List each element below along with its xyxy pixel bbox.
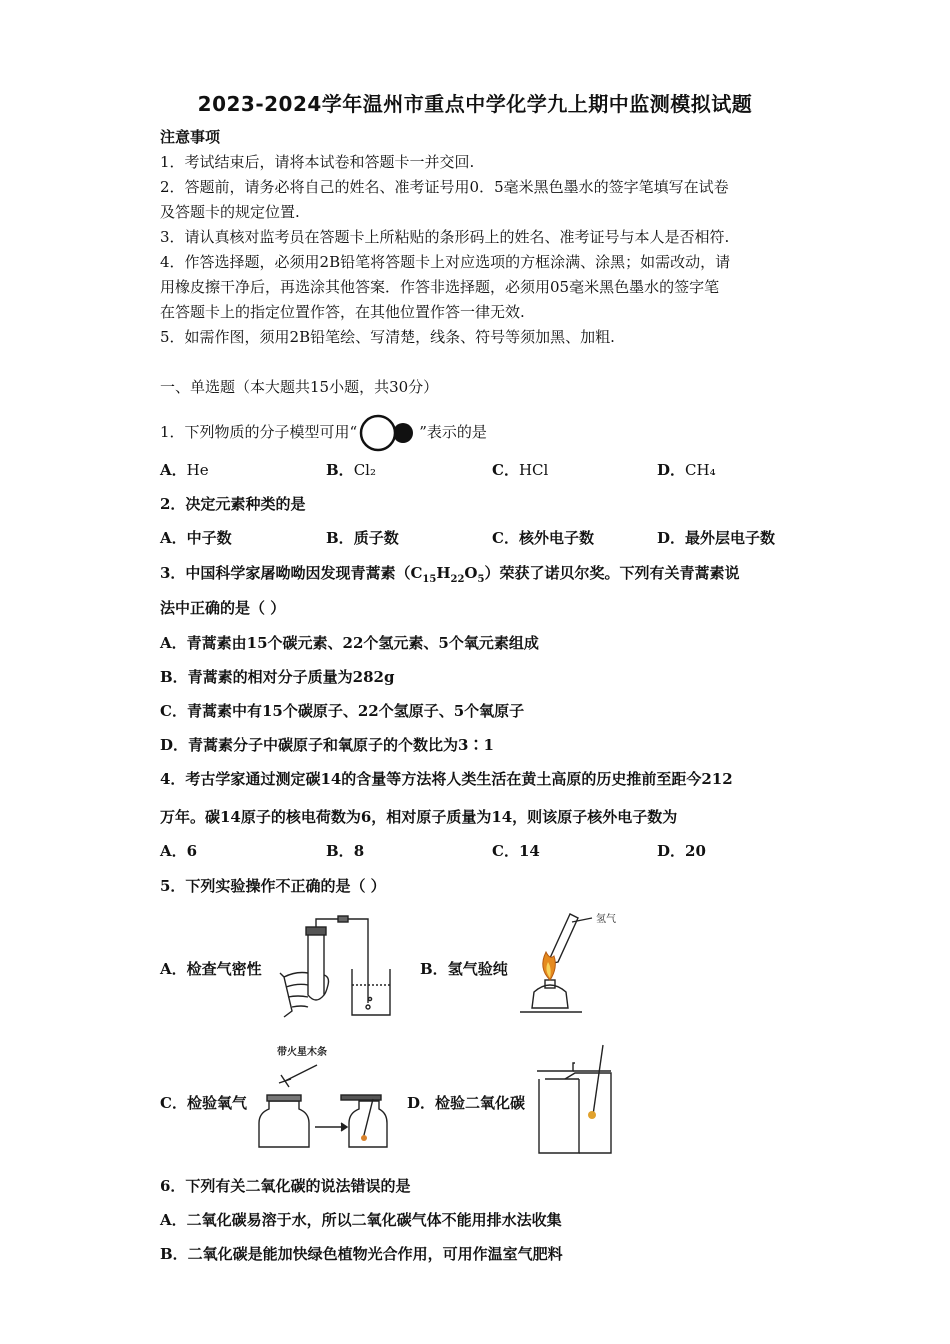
q3-option-d[interactable]: D．青蒿素分子中碳原子和氧原子的个数比为3∶1 — [160, 736, 494, 754]
fig-c-label: 带火星木条 — [277, 1047, 327, 1058]
q3-option-c[interactable]: C．青蒿素中有15个碳原子、22个氢原子、5个氧原子 — [160, 702, 525, 720]
notice-item: 3．请认真核对监考员在答题卡上所粘贴的条形码上的姓名、准考证号与本人是否相符. — [160, 228, 730, 246]
q1-option-c[interactable]: C．HCl — [492, 461, 549, 479]
notice-item: 5．如需作图，须用2B铅笔绘、写清楚，线条、符号等须加黑、加粗. — [160, 328, 615, 346]
notice-item: 用橡皮擦干净后，再选涂其他答案．作答非选择题，必须用05毫米黑色墨水的签字笔 — [160, 278, 720, 296]
q3-stem-line2: 法中正确的是（ ） — [160, 599, 286, 617]
q4-stem-line2: 万年。碳14原子的核电荷数为6，相对原子质量为14，则该原子核外电子数为 — [160, 808, 678, 826]
q4-option-c[interactable]: C．14 — [492, 842, 540, 860]
q4-option-b[interactable]: B．8 — [326, 842, 365, 860]
q1-option-b[interactable]: B．Cl₂ — [326, 461, 376, 479]
q6-stem: 6．下列有关二氧化碳的说法错误的是 — [160, 1177, 411, 1195]
q2-stem: 2．决定元素种类的是 — [160, 495, 306, 513]
exam-title: 2023-2024学年温州市重点中学化学九上期中监测模拟试题 — [197, 92, 753, 116]
q2-option-b[interactable]: B．质子数 — [326, 529, 399, 547]
figure-hydrogen-purity — [512, 908, 622, 1020]
q2-option-d[interactable]: D．最外层电子数 — [657, 529, 776, 547]
q4-option-d[interactable]: D．20 — [657, 842, 706, 860]
q1-stem-before: 1．下列物质的分子模型可用“ — [160, 423, 358, 441]
q5-option-b[interactable]: B．氢气验纯 — [420, 960, 508, 978]
notice-item: 2．答题前，请务必将自己的姓名、准考证号用0．5毫米黑色墨水的签字笔填写在试卷 — [160, 178, 729, 196]
q1-stem — [160, 414, 487, 452]
molecule-model-icon — [357, 414, 419, 452]
notice-item: 及答题卡的规定位置. — [160, 203, 300, 221]
q1-option-a[interactable]: A．He — [160, 461, 209, 479]
q1-option-d[interactable]: D．CH₄ — [657, 461, 716, 479]
q4-stem-line1: 4．考古学家通过测定碳14的含量等方法将人类生活在黄土高原的历史推前至距今212 — [160, 770, 733, 788]
q3-option-a[interactable]: A．青蒿素由15个碳元素、22个氢元素、5个氧元素组成 — [160, 634, 539, 652]
q5-option-c[interactable]: C．检验氧气 — [160, 1094, 247, 1112]
q3-option-b[interactable]: B．青蒿素的相对分子质量为282g — [160, 668, 395, 686]
q6-option-b[interactable]: B．二氧化碳是能加快绿色植物光合作用，可用作温室气肥料 — [160, 1245, 563, 1263]
q5-stem: 5．下列实验操作不正确的是（ ） — [160, 877, 386, 895]
notice-heading: 注意事项 — [160, 128, 221, 146]
figure-oxygen-test — [255, 1043, 405, 1155]
notice-item: 1．考试结束后，请将本试卷和答题卡一并交回. — [160, 153, 475, 171]
q2-option-a[interactable]: A．中子数 — [160, 529, 232, 547]
q4-option-a[interactable]: A．6 — [160, 842, 198, 860]
figure-co2-test — [535, 1043, 615, 1158]
fig-b-label: 氢气 — [596, 914, 616, 925]
q5-option-a[interactable]: A．检查气密性 — [160, 960, 262, 978]
notice-item: 4．作答选择题，必须用2B铅笔将答题卡上对应选项的方框涂满、涂黑；如需改动，请 — [160, 253, 731, 271]
figure-airtightness-check — [278, 913, 398, 1021]
section-heading: 一、单选题（本大题共15小题，共30分） — [160, 378, 439, 396]
q5-option-d[interactable]: D．检验二氧化碳 — [407, 1094, 526, 1112]
notice-item: 在答题卡上的指定位置作答，在其他位置作答一律无效. — [160, 303, 525, 321]
q1-stem-after: ”表示的是 — [419, 423, 487, 441]
q3-stem-line1: 3．中国科学家屠呦呦因发现青蒿素$(C_{15}H_{22}O_5)$荣获了诺贝尔奖。下列有关青蒿素说 — [160, 564, 740, 585]
q6-option-a[interactable]: A．二氧化碳易溶于水，所以二氧化碳气体不能用排水法收集 — [160, 1211, 562, 1229]
q2-option-c[interactable]: C．核外电子数 — [492, 529, 594, 547]
